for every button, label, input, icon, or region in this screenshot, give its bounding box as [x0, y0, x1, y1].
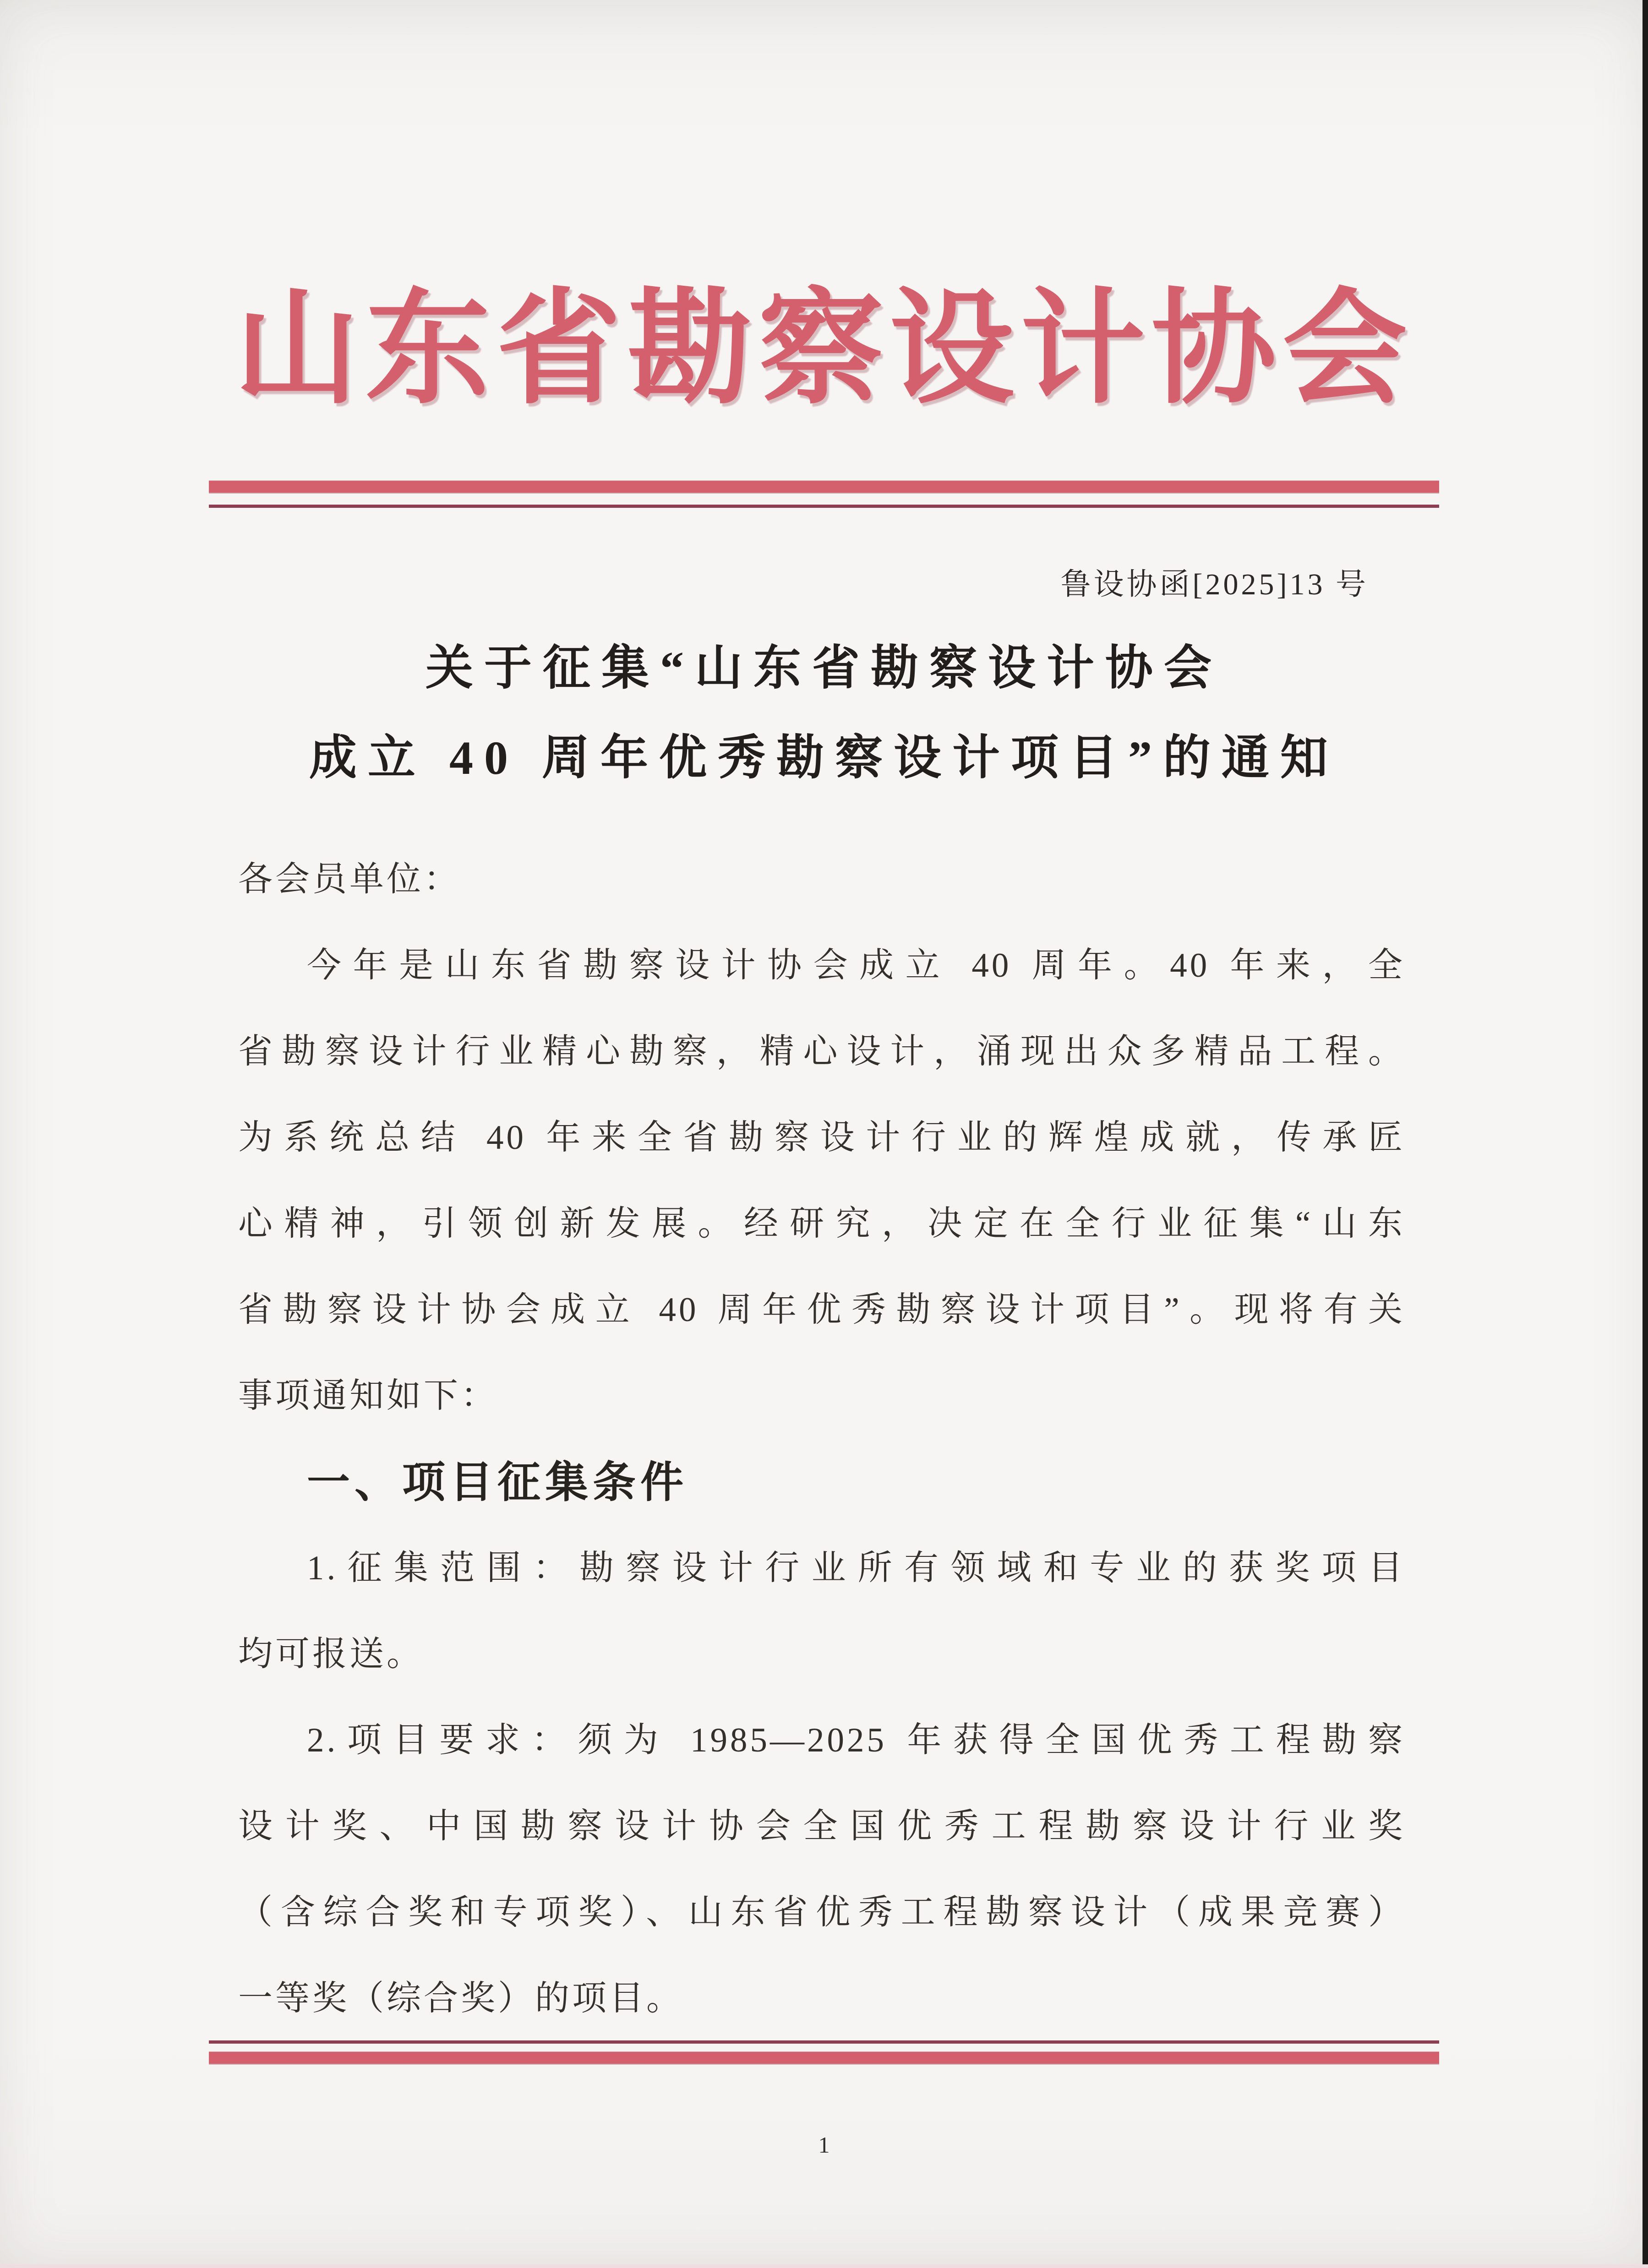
letterhead-org-title: 山东省勘察设计协会 — [235, 281, 1413, 419]
body-line: 2.项目要求：须为 1985—2025 年获得全国优秀工程勘察 — [307, 1721, 1405, 1759]
body-line: 一等奖（综合奖）的项目。 — [238, 1980, 684, 2018]
body-line: 各会员单位： — [238, 860, 461, 898]
scanner-edge-bottom — [0, 2264, 1648, 2268]
body-line: 事项通知如下： — [238, 1377, 498, 1415]
notice-title-line2: 成立 40 周年优秀勘察设计项目”的通知 — [309, 732, 1339, 784]
notice-title — [0, 624, 1648, 803]
document-number: 鲁设协函[2025]13 号 — [1060, 568, 1369, 601]
letterhead-rule — [209, 481, 1439, 508]
scanner-edge-right — [1643, 0, 1648, 2268]
body-line: 设计奖、中国勘察设计协会全国优秀工程勘察设计行业奖 — [238, 1807, 1405, 1845]
body-line: 省勘察设计行业精心勘察，精心设计，涌现出众多精品工程。 — [238, 1033, 1405, 1071]
footer-rule — [209, 2040, 1439, 2064]
body-line: 1.征集范围：勘察设计行业所有领域和专业的获奖项目 — [307, 1549, 1405, 1587]
letterhead-rule-thick — [209, 481, 1439, 493]
body-lines — [238, 837, 1405, 2042]
body-line: 均可报送。 — [238, 1635, 424, 1673]
body-line: （含综合奖和专项奖）、山东省优秀工程勘察设计（成果竞赛） — [238, 1893, 1405, 1931]
body-line: 心精神，引领创新发展。经研究，决定在全行业征集“山东 — [238, 1205, 1405, 1243]
footer-rule-thin — [209, 2040, 1439, 2044]
page-number: 1 — [818, 2132, 830, 2158]
body-line: 为系统总结 40 年来全省勘察设计行业的辉煌成就，传承匠 — [238, 1119, 1405, 1157]
footer-rule-thick — [209, 2052, 1439, 2064]
body-line: 省勘察设计协会成立 40 周年优秀勘察设计项目”。现将有关 — [238, 1291, 1405, 1329]
body-line: 今年是山东省勘察设计协会成立 40 周年。40 年来，全 — [307, 946, 1405, 984]
letterhead-rule-thin — [209, 505, 1439, 508]
section-heading: 一、项目征集条件 — [307, 1458, 688, 1506]
notice-title-line1: 关于征集“山东省勘察设计协会 — [425, 642, 1222, 695]
